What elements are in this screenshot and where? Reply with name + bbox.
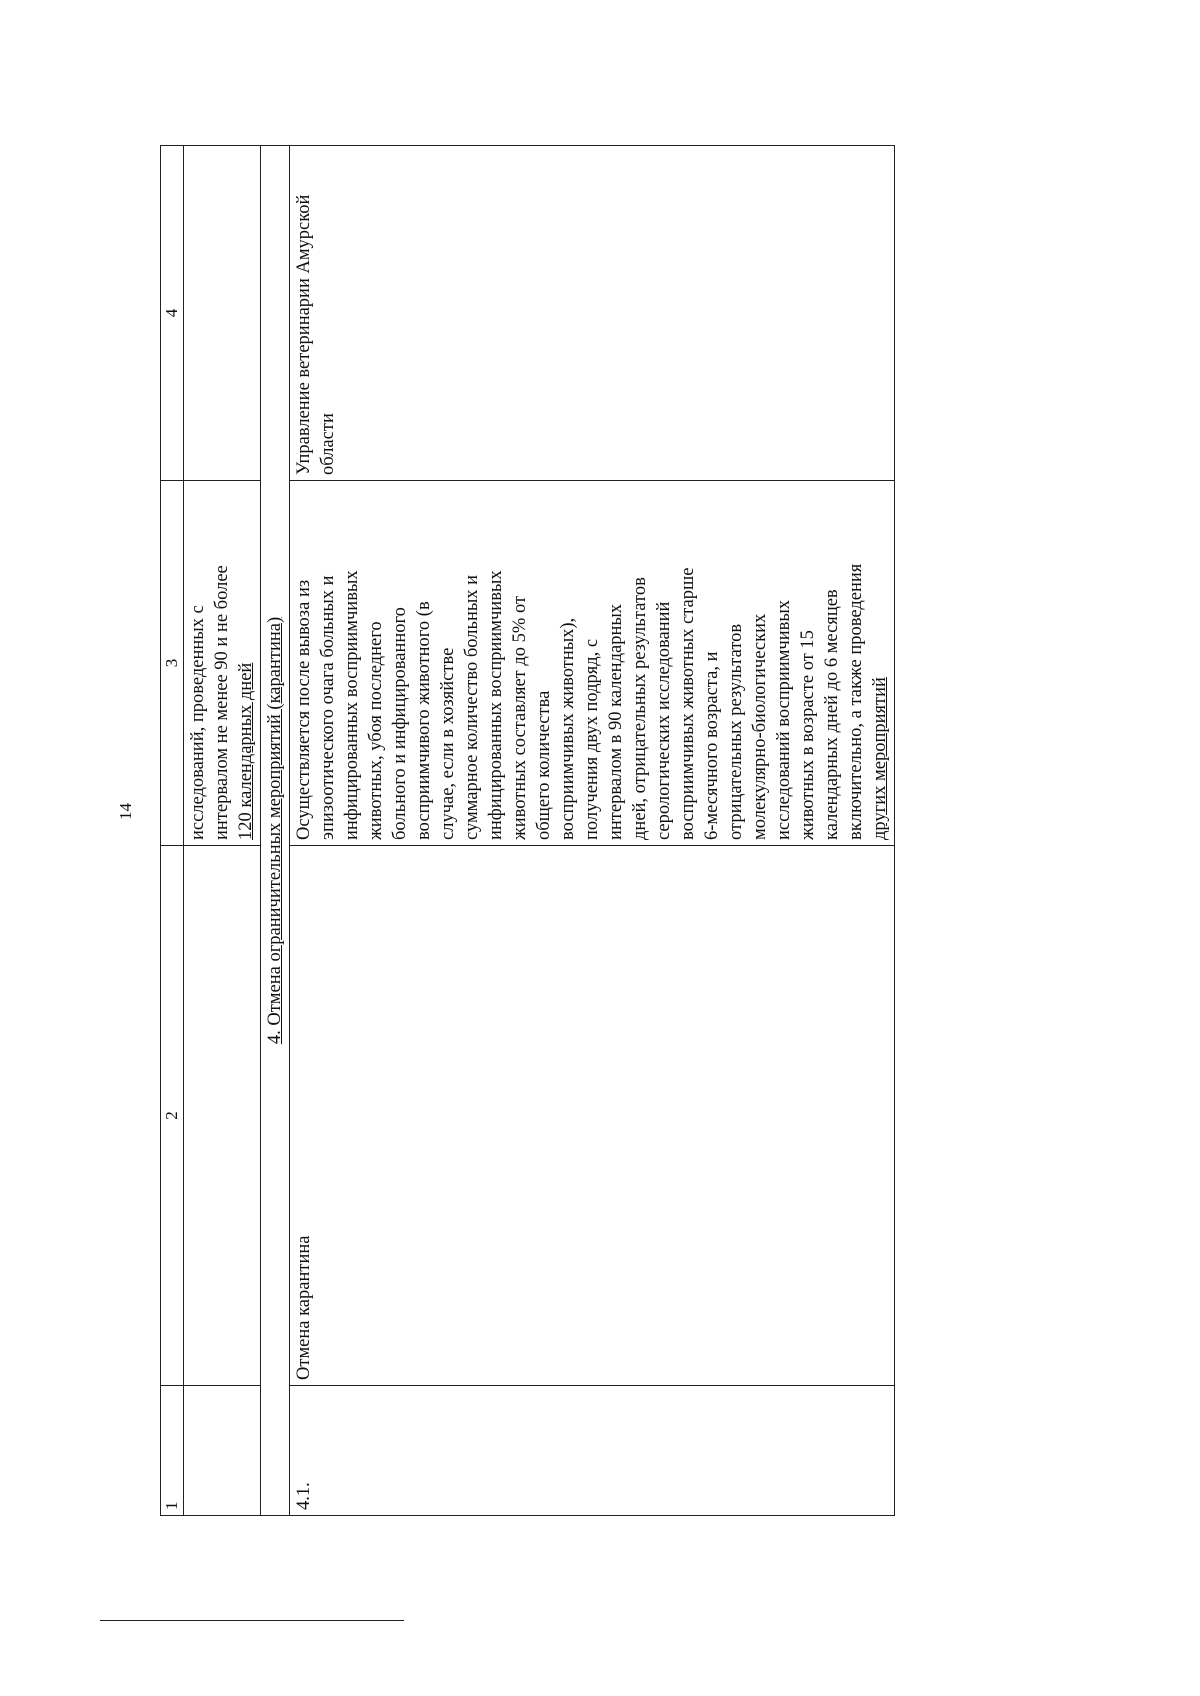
- header-col-3: 3: [161, 481, 184, 846]
- footnote-rule: [100, 1620, 404, 1621]
- condition-line: исследований восприимчивых: [774, 599, 794, 840]
- rotated-table-container: [160, 146, 960, 1516]
- condition-line: Осуществляется после вывоза из: [294, 579, 314, 840]
- condition-line: интервалом в 90 календарных: [606, 603, 626, 840]
- section-row: [261, 146, 290, 1516]
- condition-line: календарных дней до 6 месяцев: [822, 589, 842, 840]
- condition-line: восприимчивых животных),: [558, 617, 578, 840]
- page-number: 14: [116, 803, 135, 820]
- continuation-row: [184, 146, 261, 1516]
- condition-line: инфицированных восприимчивых: [342, 570, 362, 840]
- header-col-4: 4: [161, 146, 184, 481]
- condition-line: больного и инфицированного: [390, 607, 410, 840]
- condition-line: инфицированных восприимчивых: [486, 570, 506, 840]
- condition-line: 6-месячного возраста, и: [702, 651, 722, 840]
- condition-line: животных составляет до 5% от: [510, 595, 530, 840]
- continuation-line: интервалом не менее 90 и не более: [212, 565, 232, 840]
- condition-line: животных в возрасте от 15: [798, 630, 818, 840]
- condition-line: включительно, а также проведения: [846, 563, 866, 840]
- condition-line: животных, убоя последнего: [366, 621, 386, 840]
- table-row: [290, 146, 895, 1516]
- continuation-line: исследований, проведенных с: [188, 605, 208, 840]
- condition-line: других мероприятий: [870, 677, 890, 840]
- row-number: 4.1.: [290, 1386, 895, 1516]
- row-measure: Отмена карантина: [290, 846, 895, 1386]
- condition-line: получения двух подряд, с: [582, 638, 602, 840]
- header-col-2: 2: [161, 846, 184, 1386]
- condition-line: суммарное количество больных и: [462, 574, 482, 840]
- condition-line: общего количества: [534, 690, 554, 840]
- condition-line: эпизоотического очага больных и: [318, 575, 338, 840]
- continuation-col-1: [184, 1386, 261, 1516]
- header-col-1: 1: [161, 1386, 184, 1516]
- condition-line: случае, если в хозяйстве: [438, 647, 458, 840]
- condition-line: восприимчивых животных старше: [678, 567, 698, 840]
- section-title: [261, 146, 290, 1516]
- row-responsible: Управление ветеринарии Амурской области: [290, 146, 895, 481]
- condition-line: восприимчивого животного (в: [414, 601, 434, 840]
- continuation-col-4: [184, 146, 261, 481]
- condition-line: дней, отрицательных результатов: [630, 577, 650, 840]
- row-condition: [290, 481, 895, 846]
- continuation-col-3: [184, 481, 261, 846]
- condition-line: молекулярно-биологических: [750, 613, 770, 840]
- section-title-text: 4. Отмена ограничительных мероприятий (карантина): [265, 616, 285, 1045]
- measures-table: [160, 145, 895, 1516]
- condition-line: серологических исследований: [654, 601, 674, 840]
- continuation-line: 120 календарных дней: [236, 662, 256, 840]
- condition-line: отрицательных результатов: [726, 623, 746, 840]
- table-header-row: [161, 146, 184, 1516]
- continuation-col-2: [184, 846, 261, 1386]
